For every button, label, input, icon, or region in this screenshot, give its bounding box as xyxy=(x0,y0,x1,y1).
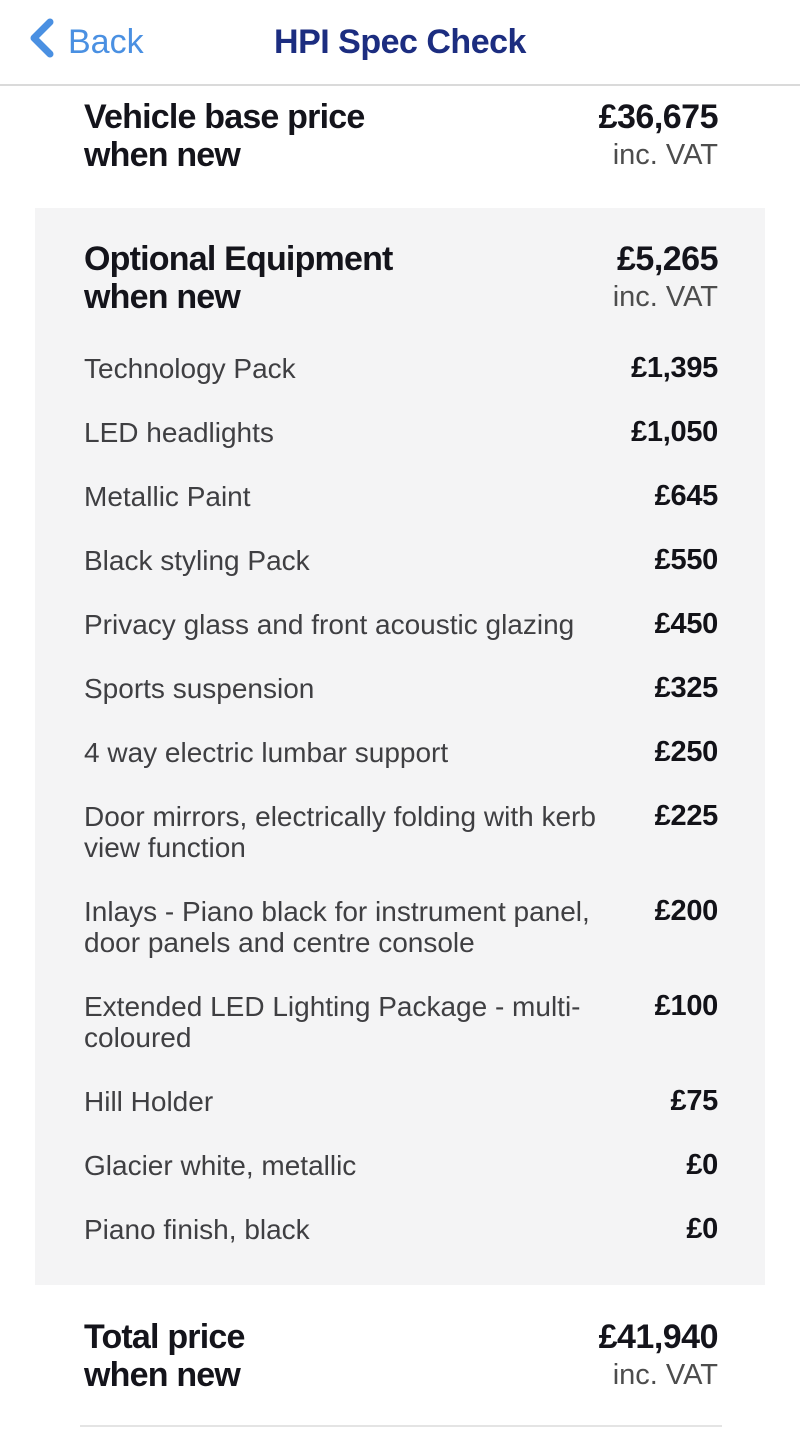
option-row xyxy=(84,673,718,704)
option-price: £250 xyxy=(654,736,718,768)
option-row xyxy=(84,481,718,512)
option-row xyxy=(84,737,718,768)
total-price-section xyxy=(0,1318,800,1394)
base-price-label: Vehicle base price when new xyxy=(84,98,365,174)
base-price-amount: £36,675 xyxy=(598,98,718,136)
option-price: £1,395 xyxy=(631,352,718,384)
optional-equipment-vat-note: inc. VAT xyxy=(612,281,718,313)
option-price: £100 xyxy=(654,990,718,1022)
option-row xyxy=(84,801,718,863)
back-button-label: Back xyxy=(68,22,144,61)
option-row xyxy=(84,991,718,1053)
option-list xyxy=(84,353,718,1245)
back-button[interactable] xyxy=(28,18,144,67)
option-price: £0 xyxy=(686,1149,718,1181)
optional-equipment-title: Optional Equipment when new xyxy=(84,240,393,316)
option-name: Metallic Paint xyxy=(84,481,251,512)
option-name: Door mirrors, electrically folding with kerb view function xyxy=(84,801,596,863)
option-price: £1,050 xyxy=(631,416,718,448)
option-price: £225 xyxy=(654,800,718,832)
total-price-vat-note: inc. VAT xyxy=(612,1359,718,1391)
base-price-section xyxy=(0,98,800,174)
option-price: £75 xyxy=(670,1085,718,1117)
option-row xyxy=(84,353,718,384)
option-name: 4 way electric lumbar support xyxy=(84,737,449,768)
option-row xyxy=(84,1150,718,1181)
option-name: Hill Holder xyxy=(84,1086,214,1117)
option-name: Black styling Pack xyxy=(84,545,310,576)
option-name: Piano finish, black xyxy=(84,1214,310,1245)
option-row xyxy=(84,896,718,958)
option-name: Glacier white, metallic xyxy=(84,1150,357,1181)
total-price-label: Total price when new xyxy=(84,1318,245,1394)
option-name: LED headlights xyxy=(84,417,274,448)
bottom-divider xyxy=(80,1425,722,1427)
optional-equipment-card xyxy=(35,208,765,1285)
chevron-left-icon xyxy=(28,18,54,67)
base-price-vat-note: inc. VAT xyxy=(612,139,718,171)
option-name: Inlays - Piano black for instrument panel, door panels and centre console xyxy=(84,896,590,958)
option-name: Extended LED Lighting Package - multi-coloured xyxy=(84,991,581,1053)
option-row xyxy=(84,609,718,640)
optional-equipment-header xyxy=(84,240,718,316)
total-price-amount: £41,940 xyxy=(598,1318,718,1356)
page-title: HPI Spec Check xyxy=(274,22,526,61)
option-price: £550 xyxy=(654,544,718,576)
option-price: £200 xyxy=(654,895,718,927)
option-name: Sports suspension xyxy=(84,673,315,704)
option-name: Technology Pack xyxy=(84,353,296,384)
option-price: £450 xyxy=(654,608,718,640)
option-price: £645 xyxy=(654,480,718,512)
option-price: £0 xyxy=(686,1213,718,1245)
option-row xyxy=(84,1086,718,1117)
option-price: £325 xyxy=(654,672,718,704)
option-name: Privacy glass and front acoustic glazing xyxy=(84,609,575,640)
option-row xyxy=(84,417,718,448)
option-row xyxy=(84,1214,718,1245)
option-row xyxy=(84,545,718,576)
nav-bar xyxy=(0,0,800,86)
optional-equipment-amount: £5,265 xyxy=(617,240,718,278)
